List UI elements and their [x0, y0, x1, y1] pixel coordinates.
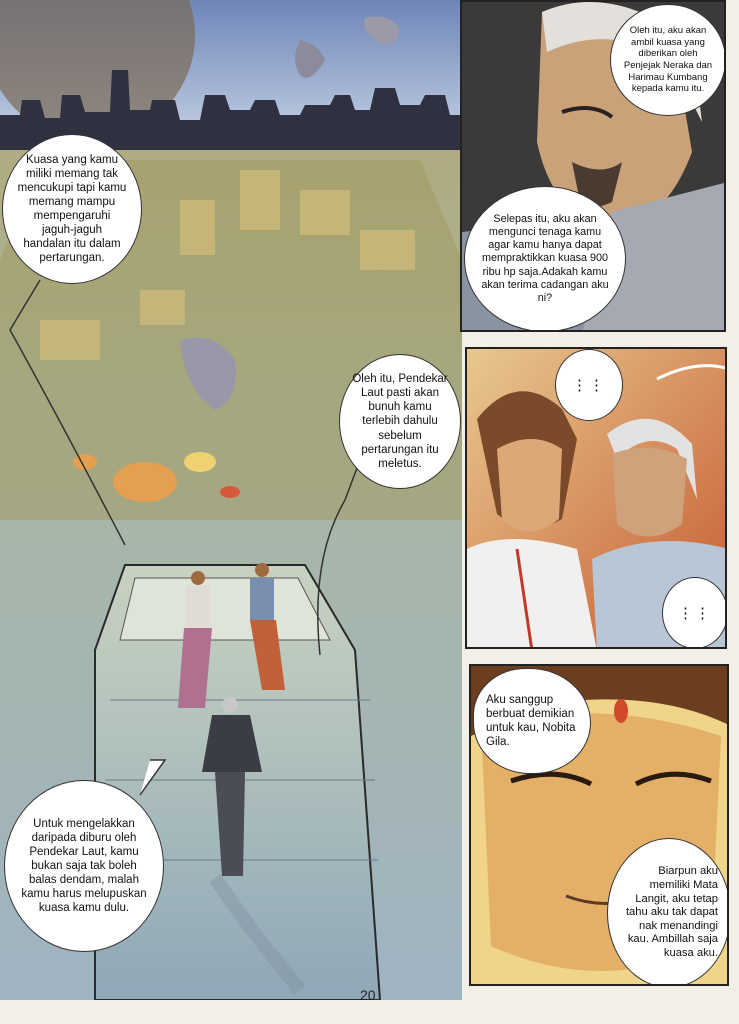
bubble-i-can: Aku sanggup berbuat demikian untuk kau, Nobita Gila.	[473, 668, 591, 774]
page-number: 20	[360, 987, 376, 1003]
bubble-silence-right: ⋮⋮	[662, 577, 727, 649]
bubble-mata-langit: Biarpun aku memiliki Mata Langit, aku tetap tahu aku tak dapat nak menandingi kau. Ambillah saja kuasa aku.	[607, 838, 729, 986]
bubble-silence-top: ⋮⋮	[555, 349, 623, 421]
panel-old-man-closeup	[460, 0, 726, 332]
bubble-power-not-enough: Kuasa yang kamu miliki memang tak mencukupi tapi kamu memang mampu mempengaruhi jaguh-jaguh handalan itu dalam pertarungan.	[2, 134, 142, 284]
bubble-kill-before-fight: Oleh itu, Pendekar Laut pasti akan bunuh kamu terlebih dahulu sebelum pertarungan itu meletus.	[339, 354, 461, 489]
panel-hero-closeup	[469, 664, 729, 986]
bubble-take-power: Oleh itu, aku akan ambil kuasa yang diberikan oleh Penjejak Neraka dan Harimau Kumbang kepada kamu itu.	[610, 4, 726, 116]
bubble-avoid-being-hunted: Untuk mengelakkan daripada diburu oleh Pendekar Laut, kamu bukan saja tak boleh balas dendam, malah kamu harus melupuskan kuasa kamu dulu.	[4, 780, 164, 952]
panel-two-heroes	[465, 347, 727, 649]
bubble-lock-energy: Selepas itu, aku akan mengunci tenaga kamu agar kamu hanya dapat mempraktikkan kuasa 900 ribu hp saja.Adakah kamu akan terima cadangan aku ni?	[464, 186, 626, 332]
